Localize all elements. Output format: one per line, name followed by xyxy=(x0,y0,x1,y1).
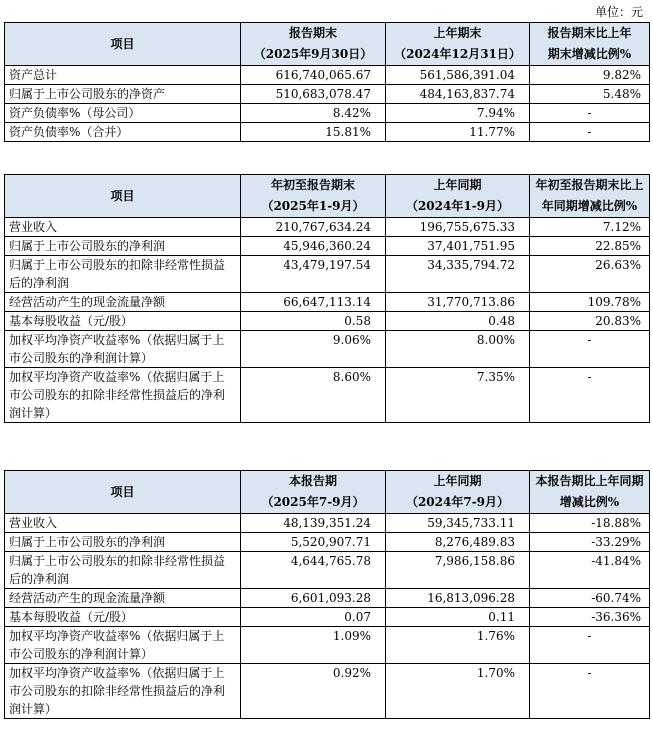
table-row xyxy=(5,627,650,664)
change-value: -33.29% xyxy=(530,533,650,552)
change-value: 22.85% xyxy=(530,237,650,256)
prior-value: 484,163,837.74 xyxy=(386,85,530,104)
table-row xyxy=(5,66,650,85)
ytd-results-table xyxy=(4,174,650,423)
prior-value: 31,770,713.86 xyxy=(386,293,530,312)
table-row xyxy=(5,293,650,312)
table-row xyxy=(5,123,650,142)
table-row xyxy=(5,237,650,256)
table-row xyxy=(5,608,650,627)
row-label: 营业收入 xyxy=(5,218,241,237)
current-value: 1.09% xyxy=(241,627,386,664)
header-item: 项目 xyxy=(5,23,241,66)
change-value: - xyxy=(530,104,650,123)
table-row xyxy=(5,664,650,719)
prior-value: 37,401,751.95 xyxy=(386,237,530,256)
balance-sheet-table xyxy=(4,22,650,142)
prior-value: 0.11 xyxy=(386,608,530,627)
prior-value: 1.76% xyxy=(386,627,530,664)
table-row xyxy=(5,256,650,293)
current-value: 48,139,351.24 xyxy=(241,514,386,533)
header-change: 年初至报告期末比上 年同期增减比例% xyxy=(530,175,650,218)
row-label: 加权平均净资产收益率%（依据归属于上市公司股东的净利润计算） xyxy=(5,331,241,368)
change-value: 9.82% xyxy=(530,66,650,85)
current-value: 510,683,078.47 xyxy=(241,85,386,104)
table-row xyxy=(5,218,650,237)
current-value: 8.60% xyxy=(241,368,386,423)
row-label: 营业收入 xyxy=(5,514,241,533)
prior-value: 0.48 xyxy=(386,312,530,331)
prior-value: 34,335,794.72 xyxy=(386,256,530,293)
prior-value: 16,813,096.28 xyxy=(386,589,530,608)
header-change: 本报告期比上年同期 增减比例% xyxy=(530,471,650,514)
change-value: 5.48% xyxy=(530,85,650,104)
change-value: -36.36% xyxy=(530,608,650,627)
row-label: 加权平均净资产收益率%（依据归属于上市公司股东的扣除非经常性损益后的净利润计算） xyxy=(5,368,241,423)
prior-value: 7.94% xyxy=(386,104,530,123)
table-row xyxy=(5,589,650,608)
header-item: 项目 xyxy=(5,471,241,514)
current-value: 210,767,634.24 xyxy=(241,218,386,237)
current-value: 45,946,360.24 xyxy=(241,237,386,256)
current-value: 15.81% xyxy=(241,123,386,142)
header-change: 报告期末比上年 期末增减比例% xyxy=(530,23,650,66)
table-row xyxy=(5,331,650,368)
change-value: - xyxy=(530,664,650,719)
current-value: 8.42% xyxy=(241,104,386,123)
prior-value: 59,345,733.11 xyxy=(386,514,530,533)
row-label: 资产负债率%（母公司） xyxy=(5,104,241,123)
prior-value: 8.00% xyxy=(386,331,530,368)
prior-value: 7,986,158.86 xyxy=(386,552,530,589)
change-value: 20.83% xyxy=(530,312,650,331)
row-label: 加权平均净资产收益率%（依据归属于上市公司股东的净利润计算） xyxy=(5,627,241,664)
unit-label: 单位：元 xyxy=(594,5,643,19)
current-value: 4,644,765.78 xyxy=(241,552,386,589)
table-row xyxy=(5,85,650,104)
prior-value: 8,276,489.83 xyxy=(386,533,530,552)
row-label: 基本每股收益（元/股） xyxy=(5,608,241,627)
prior-value: 1.70% xyxy=(386,664,530,719)
quarter-results-table xyxy=(4,470,650,719)
change-value: - xyxy=(530,627,650,664)
current-value: 43,479,197.54 xyxy=(241,256,386,293)
current-value: 6,601,093.28 xyxy=(241,589,386,608)
header-current-period: 年初至报告期末 （2025年1-9月） xyxy=(241,175,386,218)
change-value: -60.74% xyxy=(530,589,650,608)
header-prior-period: 上年期末 （2024年12月31日） xyxy=(386,23,530,66)
table-row xyxy=(5,552,650,589)
current-value: 616,740,065.67 xyxy=(241,66,386,85)
current-value: 0.07 xyxy=(241,608,386,627)
header-item: 项目 xyxy=(5,175,241,218)
change-value: - xyxy=(530,123,650,142)
row-label: 加权平均净资产收益率%（依据归属于上市公司股东的扣除非经常性损益后的净利润计算） xyxy=(5,664,241,719)
prior-value: 7.35% xyxy=(386,368,530,423)
header-current-period: 本报告期 （2025年7-9月） xyxy=(241,471,386,514)
table-header-row xyxy=(5,175,650,218)
prior-value: 561,586,391.04 xyxy=(386,66,530,85)
header-current-period: 报告期末 （2025年9月30日） xyxy=(241,23,386,66)
table-row xyxy=(5,312,650,331)
table-row xyxy=(5,368,650,423)
prior-value: 196,755,675.33 xyxy=(386,218,530,237)
current-value: 66,647,113.14 xyxy=(241,293,386,312)
change-value: - xyxy=(530,331,650,368)
change-value: -41.84% xyxy=(530,552,650,589)
table-header-row xyxy=(5,23,650,66)
change-value: -18.88% xyxy=(530,514,650,533)
current-value: 5,520,907.71 xyxy=(241,533,386,552)
change-value: 26.63% xyxy=(530,256,650,293)
current-value: 0.58 xyxy=(241,312,386,331)
change-value: - xyxy=(530,368,650,423)
row-label: 归属于上市公司股东的扣除非经常性损益后的净利润 xyxy=(5,256,241,293)
header-prior-period: 上年同期 （2024年7-9月） xyxy=(386,471,530,514)
row-label: 归属于上市公司股东的净利润 xyxy=(5,237,241,256)
row-label: 归属于上市公司股东的扣除非经常性损益后的净利润 xyxy=(5,552,241,589)
table-row xyxy=(5,533,650,552)
table-row xyxy=(5,514,650,533)
row-label: 经营活动产生的现金流量净额 xyxy=(5,589,241,608)
row-label: 资产负债率%（合并） xyxy=(5,123,241,142)
row-label: 资产总计 xyxy=(5,66,241,85)
table-row xyxy=(5,104,650,123)
prior-value: 11.77% xyxy=(386,123,530,142)
table-header-row xyxy=(5,471,650,514)
change-value: 7.12% xyxy=(530,218,650,237)
row-label: 基本每股收益（元/股） xyxy=(5,312,241,331)
row-label: 归属于上市公司股东的净利润 xyxy=(5,533,241,552)
row-label: 经营活动产生的现金流量净额 xyxy=(5,293,241,312)
current-value: 0.92% xyxy=(241,664,386,719)
change-value: 109.78% xyxy=(530,293,650,312)
current-value: 9.06% xyxy=(241,331,386,368)
header-prior-period: 上年同期 （2024年1-9月） xyxy=(386,175,530,218)
row-label: 归属于上市公司股东的净资产 xyxy=(5,85,241,104)
